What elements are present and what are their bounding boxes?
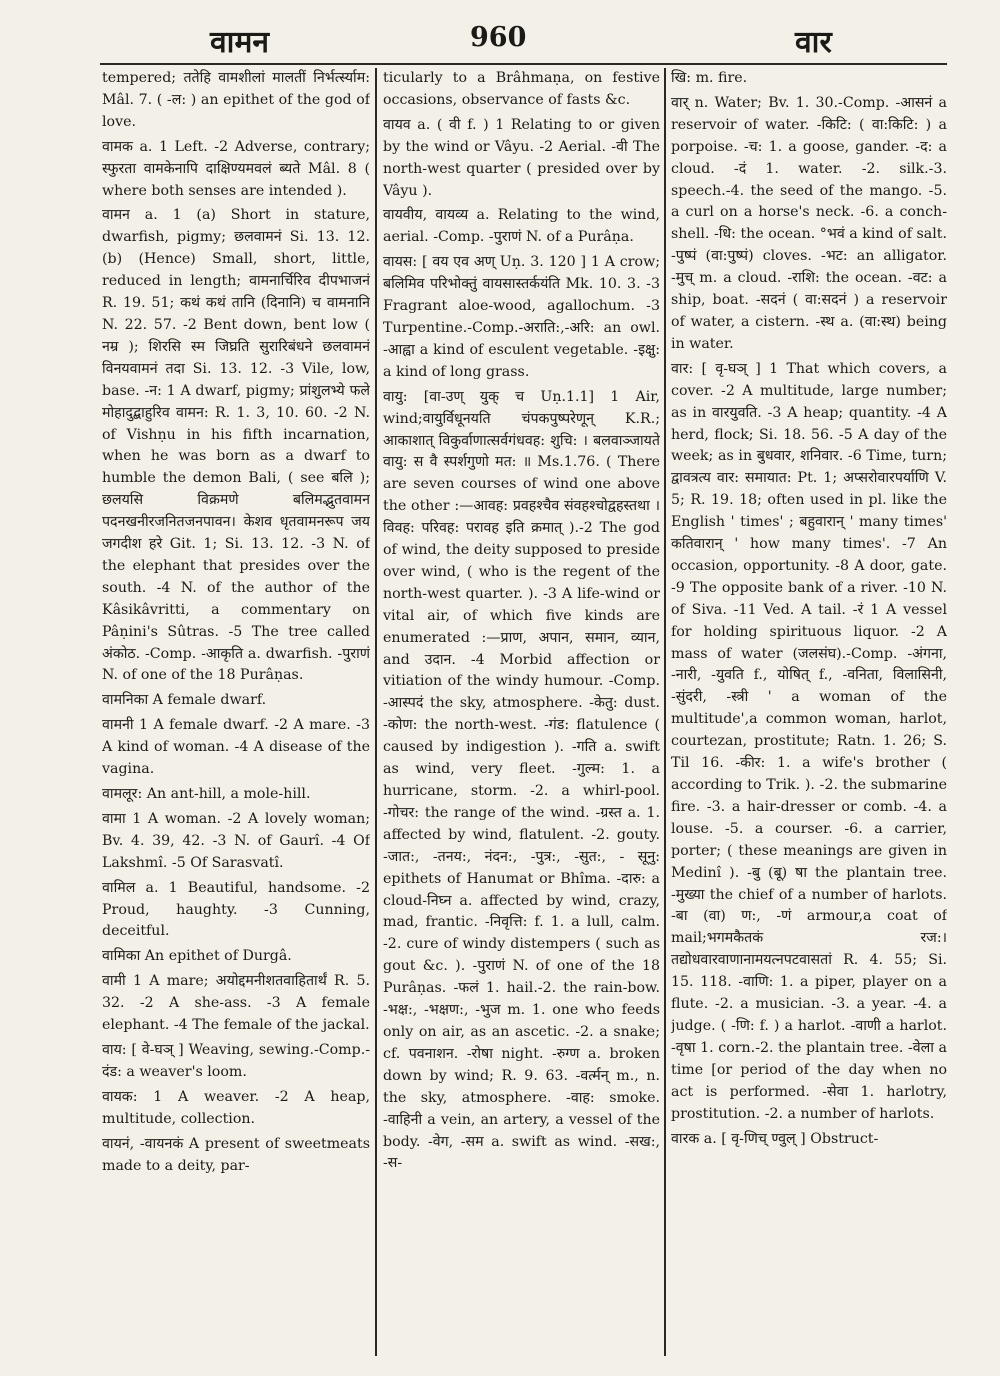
entry: वामी 1 A mare; अयोद्दमनीशतवाहितार्थं R. 5. 32. -2 A she-ass. -3 A female elephant. -4 The female of the jackal. [102, 973, 370, 1034]
entry: ticularly to a Brâhmaṇa, on festive occasions, observance of fasts &c. [383, 70, 660, 108]
entry: वायक: 1 A weaver. -2 A heap, multitude, collection. [102, 1088, 370, 1127]
column-divider [375, 68, 377, 1356]
entry: वायनं, -वायनकं A present of sweetmeats made to a deity, par- [102, 1135, 370, 1174]
column-divider [664, 68, 666, 1356]
entry: वारक a. [ वृ-णिच् ण्वुल् ] Obstruct- [671, 1130, 879, 1147]
entry: वामिल a. 1 Beautiful, handsome. -2 Proud, haughty. -3 Cunning, deceitful. [102, 879, 370, 940]
column-2 [383, 68, 660, 1358]
entry: tempered; ततेहि वामशीलां मालतीं निर्भर्त्स्याम: Mâl. 7. ( -ल: ) an epithet of the god of love. [102, 70, 370, 130]
entry: वामलूर: An ant-hill, a mole-hill. [102, 786, 311, 802]
entry: वायस: [ वय एव अण् Uṇ. 3. 120 ] 1 A crow; बलिमिव परिभोक्तुं वायसास्तर्कयंति Mk. 10. 3. -3 Fragrant aloe-wood, agallochum. -3 Turpentine.-Comp.-अराति:,-अरि: an owl. -आह्वा a kind of esculent vegetable. -इक्षु: a kind of long grass. [383, 254, 660, 380]
entry: वामिका An epithet of Durgâ. [102, 948, 292, 965]
column-1 [102, 68, 370, 1358]
page-number: 960 [470, 22, 527, 53]
entry: वामनी 1 A female dwarf. -2 A mare. -3 A kind of woman. -4 A disease of the vagina. [102, 717, 370, 778]
header-right-guideword: वार [795, 25, 832, 60]
entry: वायवीय, वायव्य a. Relating to the wind, aerial. -Comp. -पुराणं N. of a Purâṇa. [383, 207, 660, 246]
entry: वाय: [ वे-घञ् ] Weaving, sewing.-Comp.-दंड: a weaver's loom. [102, 1041, 370, 1080]
page-header [0, 0, 1000, 62]
entry: वामनिका A female dwarf. [102, 692, 267, 709]
entry: वामक a. 1 Left. -2 Adverse, contrary; स्फुरता वामकेनापि दाक्षिण्यमवलं ब्यते Mâl. 8 ( where both senses are intended ). [102, 138, 370, 199]
entry: वायव a. ( वी f. ) 1 Relating to or given by the wind or Vâyu. -2 Aerial. -वी The north-west quarter ( presided over by Vâyu ). [383, 116, 660, 199]
entry: वायु: [वा-उण् युक् च Uṇ.1.1] 1 Air, wind;वायुर्विधूनयति चंपकपुष्परेणून् K.R.; आकाशात् विकुर्वाणात्सर्वगंधवह: शुचि: । बलवाञ्जायते वायु: स वै स्पर्शगुणो मत: ॥ Ms.1.76. ( There are seven courses of wind one above the other :—आवह: प्रवहश्चैव संवहश्चोद्वहस्तथा । विवह: परिवह: परावह इति क्रमात् ).-2 The god of wind, the deity supposed to preside over wind, ( who is the regent of the north-west quarter. ). -3 A life-wind or vital air, of which five kinds are enumerated :—प्राण, अपान, समान, व्यान, and उदान. -4 Morbid affection or vitiation of the windy humour. -Comp. -आस्पदं the sky, atmosphere. -केतु: dust. -कोण: the north-west. -गंड: flatulence ( caused by indigestion ). -गति a. swift as wind, very fleet. -गुल्म: 1. a hurricane, storm. -2. a whirl-pool. -गोचर: the range of the wind. -ग्रस्त a. 1. affected by wind, flatulent. -2. gouty. -जात:, -तनय:, नंदन:, -पुत्र:, -सुत:, - सूनु: epithets of Hanumat or Bhîma. -दारु: a cloud-निघ्न a. affected by wind, crazy, mad, frantic. -निवृत्ति: f. 1. a lull, calm. -2. cure of windy distempers ( such as gout &c. ). -पुराणं N. of one of the 18 Purâṇas. -फलं 1. hail.-2. the rain-bow. -भक्ष:, -भक्षण:, -भुज m. 1. one who feeds only on air, as an ascetic. -2. a snake; cf. पवनाशन. -रोषा night. -रुग्ण a. broken down by wind; R. 9. 63. -वर्त्मन् m., n. the sky, atmosphere. -वाह: smoke. -वाहिनी a vein, an artery, a vessel of the body. -वेग, -सम a. swift as wind. -सख:, -स- [383, 388, 660, 1172]
header-rule [100, 63, 947, 65]
entry: वामा 1 A woman. -2 A lovely woman; Bv. 4. 39, 42. -3 N. of Gaurî. -4 Of Lakshmî. -5 Of Sarasvatî. [102, 810, 370, 871]
entry: वार: [ वृ-घञ् ] 1 That which covers, a cover. -2 A multitude, large number; as in वारयुवति. -3 A heap; quantity. -4 A herd, flock; Si. 18. 56. -5 A day of the week; as in बुधवार, शनिवार. -6 Time, turn; द्वावत्रत्य वार: समायात: Pt. 1; अप्सरोवारपर्याणि V. 5; R. 19. 18; often used in pl. like the English ' times' ; बहुवारान् ' many times' कतिवारान् ' how many times'. -7 An occasion, opportunity. -8 A door, gate. -9 The opposite bank of a river. -10 N. of Siva. -11 Ved. A tail. -रं 1 A vessel for holding spirituous liquor. -2 A mass of water (जलसंघ).-Comp. -अंगना, -नारी, -युवति f., योषित् f., -वनिता, विलासिनी, -सुंदरी, -स्त्री ' a woman of the multitude',a common woman, harlot, courtezan, prostitute; Ratn. 1. 26; S. Til 16. -कीर: 1. a wife's brother ( according to Trik. ). -2. the submarine fire. -3. a hair-dresser or comb. -4. a louse. -5. a courser. -6. a carrier, porter; ( these meanings are given in Medinî ). -बु (बू) षा the plantain tree. -मुख्या the chief of a number of harlots. -बा (वा) ण:, -णं armour,a coat of mail;भगमकैतकं रज:। तद्योधवारवाणानामयत्नपटवासतां R. 4. 55; Si. 15. 118. -वाणि: 1. a piper, player on a flute. -2. a musician. -3. a year. -4. a judge. ( -णि: f. ) a harlot. -वाणी a harlot. -वृषा 1. corn.-2. the plantain tree. -वेला a time [or period of the day when no act is performed. -सेवा 1. harlotry, prostitution. -2. a number of harlots. [671, 360, 947, 1122]
entry: वार् n. Water; Bv. 1. 30.-Comp. -आसनं a reservoir of water. -किटि: ( वा:किटि: ) a porpoise. -च: 1. a goose, gander. -द: a cloud. -दं 1. water. -2. silk.-3. speech.-4. the seed of the mango. -5. a curl on a horse's neck. -6. a conch-shell. -धि: the ocean. °भवं a kind of salt. -पुष्पं (वा:पुष्पं) cloves. -भट: an alligator. -मुच् m. a cloud. -राशि: the ocean. -वट: a ship, boat. -सदनं ( वा:सदनं ) a reservoir of water, a cistern. -स्थ a. (वा:स्थ) being in water. [671, 94, 947, 352]
column-3 [671, 68, 947, 1358]
entry: वामन a. 1 (a) Short in stature, dwarfish, pigmy; छलवामनं Si. 13. 12. (b) (Hence) Small, short, little, reduced in length; वामनार्चिरिव दीपभाजनं R. 19. 51; कथं कथं तानि (दिनानि) च वामनानि N. 22. 57. -2 Bent down, bent low ( नम्र ); शिरसि स्म जिघ्रति सुरारिबंधने छलवामनं विनयवामनं तदा Si. 13. 12. -3 Vile, low, base. -न: 1 A dwarf, pigmy; प्रांशुलभ्ये फले मोहादुद्बाहुरिव वामन: R. 1. 3, 10. 60. -2 N. of Vishṇu in his fifth incarnation, when he was born as a dwarf to humble the demon Bali, ( see बलि ); छलयसि विक्रमणे बलिमद्भुतवामन पदनखनीरजनितजनपावन। केशव धृतवामनरूप जय जगदीश हरे Git. 1; Si. 13. 12. -3 N. of the elephant that presides over the south. -4 N. of the author of the Kâsikâvritti, a commentary on Pâṇini's Sûtras. -5 The tree called अंकोठ. -Comp. -आकृति a. dwarfish. -पुराणं N. of one of the 18 Purâṇas. [102, 207, 370, 684]
header-left-guideword: वामन [210, 25, 270, 60]
entry: खि: m. fire. [671, 70, 748, 86]
